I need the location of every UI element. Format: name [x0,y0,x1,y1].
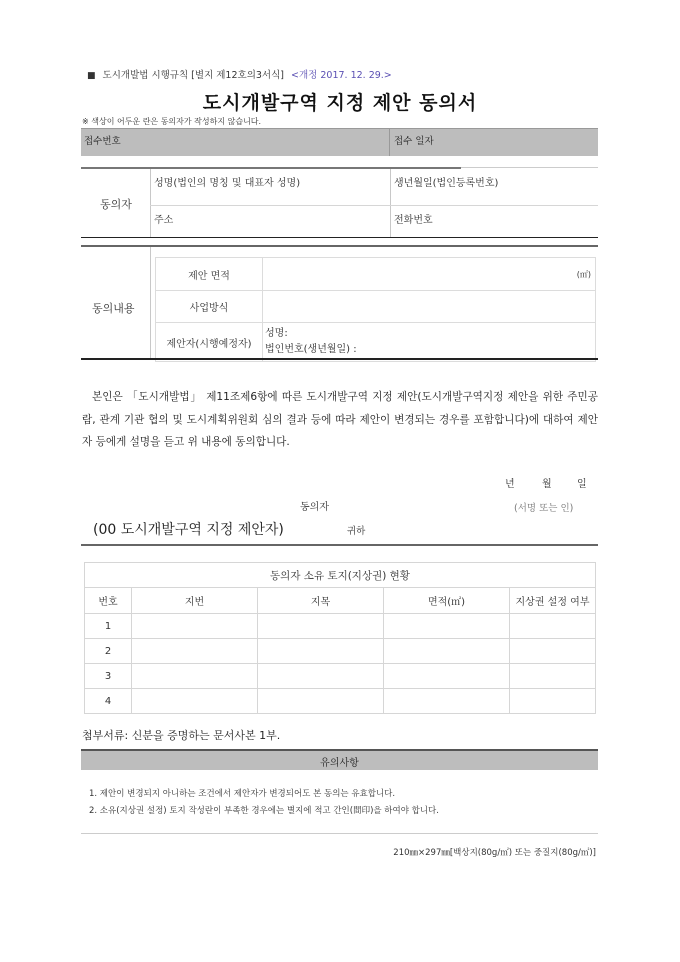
area-cell[interactable] [384,639,510,664]
date-year[interactable]: 년 [505,479,515,490]
addressee-rule [81,544,598,546]
category-cell[interactable] [258,639,384,664]
consenter-birth-field[interactable]: 생년월일(법인등록번호) [394,178,499,189]
col-header-area: 면적(㎡) [384,588,510,614]
regulation-reference: 도시개발법 시행규칙 [별지 제12호의3서식] [102,70,284,81]
double-rule-bottom [81,245,598,247]
receipt-divider [389,129,390,156]
table-row [85,614,596,639]
notice-header [81,751,598,770]
addressee-name: (00 도시개발구역 지정 제안자) [93,522,284,538]
square-bullet-icon: ■ [87,71,96,81]
date-month[interactable]: 월 [542,479,552,490]
consenter-name-field[interactable]: 성명(법인의 명칭 및 대표자 성명) [154,178,301,189]
consenter-top-rule [81,167,461,169]
lot-cell[interactable] [132,664,258,689]
proposer-reg-label: 법인번호(생년월일) : [265,344,357,355]
content-divider-left [150,247,151,358]
double-rule-top [81,237,598,238]
row-number: 3 [85,664,132,689]
consent-statement-text: 본인은 「도시개발법」 제11조제6항에 따른 도시개발구역 지정 제안(도시개발구역지정 제안을 위한 주민공람, 관계 기관 협의 및 도시계획위원회 심의 결과 등에 따라 제안이 변경되는 경우를 포함합니다)에 대하여 제안자 등에게 설명을 듣고 위 내용에 동의합니다. [82,391,598,448]
method-label-cell [156,291,263,323]
content-section-label: 동의내용 [92,302,135,315]
area-label: 제안 면적 [188,270,230,282]
lot-cell[interactable] [132,689,258,714]
footer-rule [81,833,598,834]
surface-right-cell[interactable] [510,664,596,689]
receipt-bar [81,128,598,156]
proposer-label-cell [156,323,263,362]
surface-right-cell[interactable] [510,639,596,664]
col-header-surface-right: 지상권 설정 여부 [510,588,596,614]
proposer-label: 제안자(시행예정자) [166,338,252,350]
area-cell[interactable] [384,689,510,714]
land-table-title: 동의자 소유 토지(지상권) 현황 [85,563,596,588]
consent-statement [82,386,598,454]
table-row [85,689,596,714]
content-table [155,257,596,362]
attachment-note: 첨부서류: 신분을 증명하는 문서사본 1부. [82,729,281,742]
row-number: 4 [85,689,132,714]
consenter-top-rule-light [461,167,598,168]
area-input-cell[interactable] [263,258,596,291]
area-cell[interactable] [384,614,510,639]
method-input-cell[interactable] [263,291,596,323]
page-title: 도시개발구역 지정 제안 동의서 [202,92,478,114]
revision-date: <개정 2017. 12. 29.> [291,70,392,81]
proposer-input-cell[interactable] [263,323,596,362]
surface-right-cell[interactable] [510,614,596,639]
row-number: 2 [85,639,132,664]
notice-title: 유의사항 [320,758,359,769]
dark-field-note: ※ 색상이 어두운 란은 동의자가 작성하지 않습니다. [82,117,262,126]
addressee-suffix: 귀하 [347,526,366,537]
lot-cell[interactable] [132,639,258,664]
row-number: 1 [85,614,132,639]
consenter-row-divider [150,205,598,206]
consenter-address-field[interactable]: 주소 [154,215,174,226]
content-bottom-rule [81,358,598,360]
col-header-number: 번호 [85,588,132,614]
signature-field[interactable]: (서명 또는 인) [514,503,574,514]
area-unit: (㎡) [576,269,591,279]
table-row [85,639,596,664]
proposer-name-label: 성명: [265,328,288,339]
category-cell[interactable] [258,664,384,689]
surface-right-cell[interactable] [510,689,596,714]
category-cell[interactable] [258,614,384,639]
land-ownership-table [84,562,596,714]
consenter-phone-field[interactable]: 전화번호 [394,215,433,226]
col-header-lot: 지번 [132,588,258,614]
paper-spec: 210㎜×297㎜[백상지(80g/㎡) 또는 중질지(80g/㎡)] [393,848,596,858]
signer-label: 동의자 [300,502,329,513]
consenter-divider-left [150,169,151,237]
form-header [87,67,392,81]
consenter-divider-mid [390,169,391,237]
receipt-number-label: 접수번호 [84,136,121,147]
notice-list [89,786,439,820]
consenter-section-label: 동의자 [100,198,132,211]
category-cell[interactable] [258,689,384,714]
table-row [85,664,596,689]
method-label: 사업방식 [189,303,229,314]
area-label-cell [156,258,263,291]
notice-item: 1. 제안이 변경되지 아니하는 조건에서 제안자가 변경되어도 본 동의는 유효합니다. [89,789,396,799]
date-day[interactable]: 일 [577,479,587,490]
notice-item: 2. 소유(지상권 설정) 토지 작성란이 부족한 경우에는 별지에 적고 간인(間印)을 하여야 합니다. [89,806,439,816]
lot-cell[interactable] [132,614,258,639]
col-header-category: 지목 [258,588,384,614]
area-cell[interactable] [384,664,510,689]
receipt-date-label: 접수 일자 [394,136,434,147]
